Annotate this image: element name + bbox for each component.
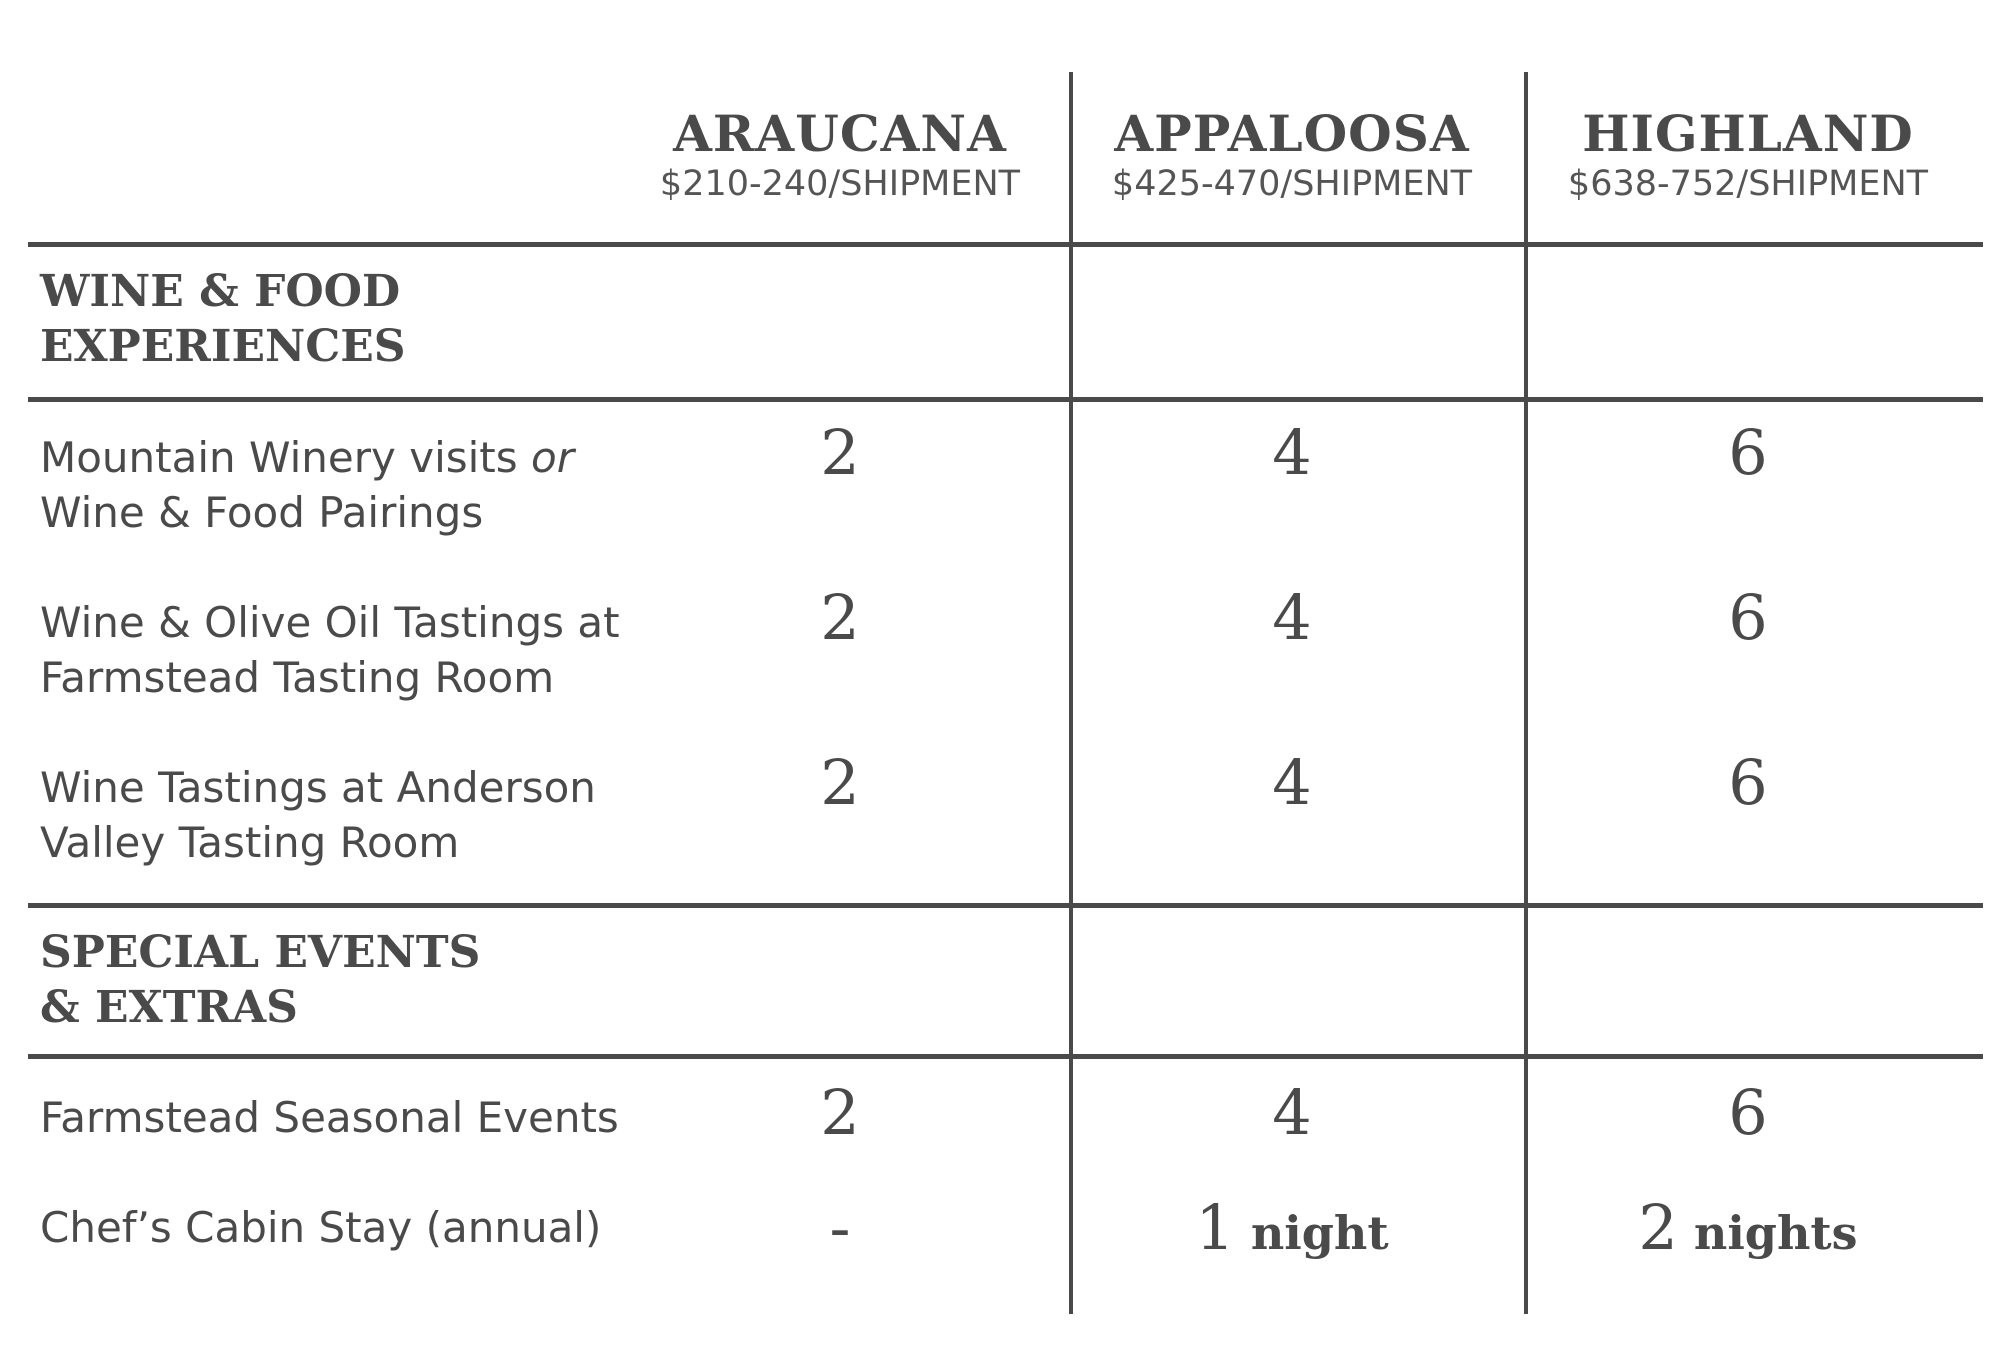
row-label-olive-oil-tastings (40, 595, 620, 705)
row-label-seasonal-events: Farmstead Seasonal Events (40, 1093, 619, 1142)
value-unit: nights (1677, 1206, 1858, 1260)
value-cell: 2 (820, 581, 860, 654)
plan-price: $210-240/SHIPMENT (659, 164, 1021, 204)
value-cell: 2 (820, 416, 860, 489)
row-label-line: Valley Tasting Room (40, 818, 460, 867)
value-cell (640, 1193, 1040, 1268)
value-cell: 2 (820, 746, 860, 819)
plan-header-araucana (640, 106, 1040, 204)
section-divider-wine (28, 397, 1983, 402)
value-number: 2 (1638, 1191, 1678, 1264)
value-cell: 4 (1272, 416, 1312, 489)
section-divider-events (28, 1054, 1983, 1059)
value-number: 1 (1195, 1191, 1235, 1264)
row-label-line: Wine & Olive Oil Tastings at (40, 598, 620, 647)
row-label-line: Wine & Food Pairings (40, 488, 484, 537)
section-title-wine-food: WINE & FOOD EXPERIENCES (40, 266, 406, 372)
plan-price: $425-470/SHIPMENT (1111, 164, 1473, 204)
header-divider (28, 242, 1983, 247)
value-cell: 6 (1728, 581, 1768, 654)
plan-header-highland (1528, 106, 1968, 204)
row-label-mountain-winery (40, 430, 574, 540)
value-number: - (829, 1191, 851, 1264)
row-label-line: Mountain Winery visits (40, 433, 531, 482)
row-label-anderson-valley (40, 760, 596, 870)
plan-price: $638-752/SHIPMENT (1567, 164, 1929, 204)
row-label-cabin-stay: Chef’s Cabin Stay (annual) (40, 1203, 602, 1252)
value-cell (1072, 1193, 1512, 1268)
plan-name: HIGHLAND (1582, 104, 1914, 163)
value-cell: 6 (1728, 1076, 1768, 1149)
value-cell: 6 (1728, 416, 1768, 489)
value-cell: 4 (1272, 581, 1312, 654)
plan-name: APPALOOSA (1114, 104, 1470, 163)
row-label-line: Farmstead Tasting Room (40, 653, 555, 702)
section-divider-events-top (28, 903, 1983, 908)
value-cell: 4 (1272, 1076, 1312, 1149)
value-unit: night (1234, 1206, 1389, 1260)
row-label-line: Wine Tastings at Anderson (40, 763, 596, 812)
value-cell: 4 (1272, 746, 1312, 819)
value-cell: 2 (820, 1076, 860, 1149)
row-label-italic: or (531, 433, 574, 482)
value-cell: 6 (1728, 746, 1768, 819)
value-cell (1528, 1193, 1968, 1268)
section-title-special-events: SPECIAL EVENTS & EXTRAS (40, 927, 481, 1033)
plan-name: ARAUCANA (673, 104, 1007, 163)
plan-header-appaloosa (1072, 106, 1512, 204)
